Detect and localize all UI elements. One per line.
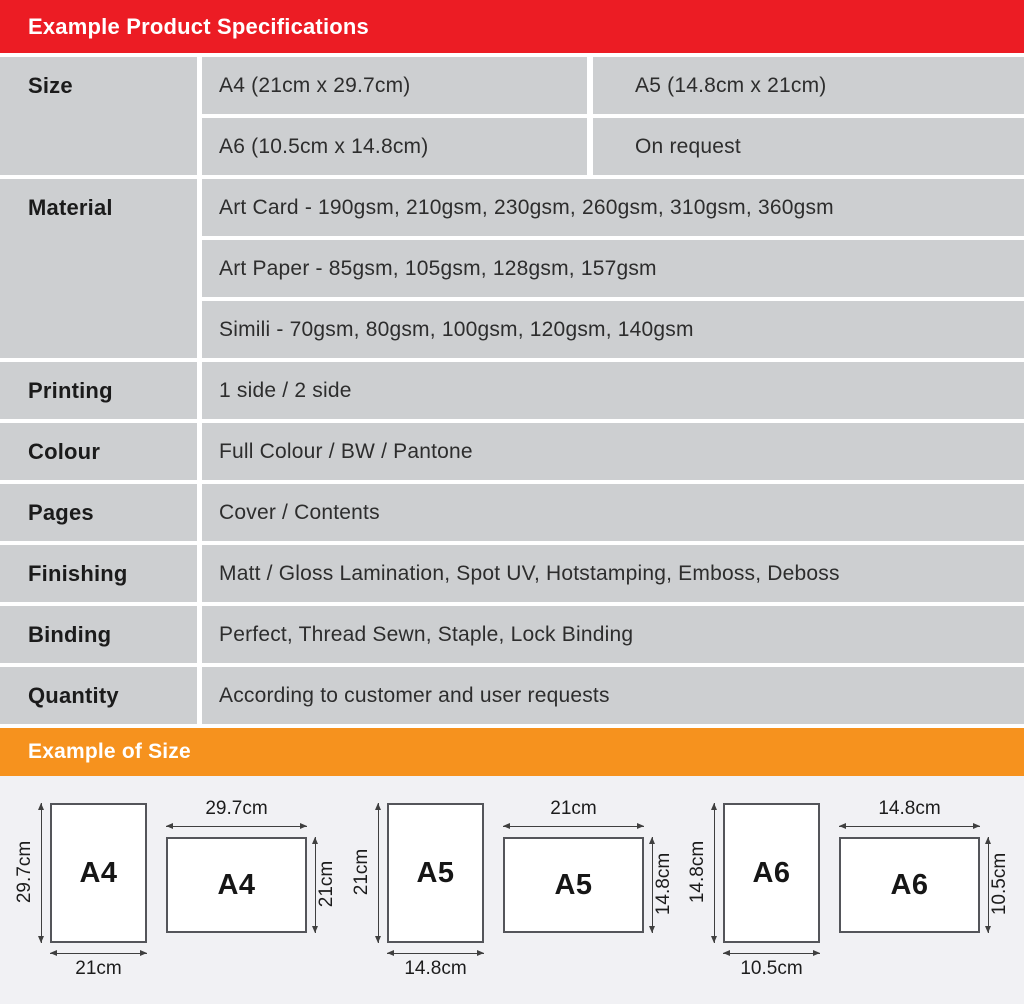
landscape-height-label: 14.8cm [653, 852, 674, 916]
height-arrow-icon [378, 803, 379, 943]
spec-label-cell [0, 484, 197, 541]
spec-value-cell: Perfect, Thread Sewn, Staple, Lock Binding [202, 606, 1024, 663]
landscape-width-label: 14.8cm [878, 798, 941, 819]
width-arrow-icon [387, 953, 484, 954]
spec-label-cell [0, 606, 197, 663]
size-group-a5 [350, 776, 680, 1004]
paper-landscape [839, 837, 980, 933]
paper-size-label: A6 [752, 856, 791, 889]
landscape-height-label: 10.5cm [989, 852, 1010, 916]
spec-value-cell: A6 (10.5cm x 14.8cm) [202, 118, 587, 175]
table-row [202, 57, 1024, 114]
table-row [202, 179, 1024, 236]
spec-label-cell [0, 179, 197, 358]
size-group-a4 [13, 776, 343, 1004]
paper-size-label: A4 [217, 868, 256, 901]
spec-value-cell: Full Colour / BW / Pantone [202, 423, 1024, 480]
table-row [202, 362, 1024, 419]
spec-value-cell: Matt / Gloss Lamination, Spot UV, Hotstamping, Emboss, Deboss [202, 545, 1024, 602]
paper-size-label: A4 [79, 856, 118, 889]
portrait-height-label: 14.8cm [687, 840, 708, 904]
paper-portrait [723, 803, 820, 943]
table-row [202, 606, 1024, 663]
width-arrow-icon [723, 953, 820, 954]
spec-label-cell [0, 362, 197, 419]
spec-value-cell: Art Card - 190gsm, 210gsm, 230gsm, 260gsm, 310gsm, 360gsm [202, 179, 1024, 236]
table-row [202, 423, 1024, 480]
spec-values [202, 545, 1024, 602]
width-arrow-icon [166, 826, 307, 827]
spec-row-material [0, 179, 1024, 358]
spec-values [202, 484, 1024, 541]
spec-value-cell: Cover / Contents [202, 484, 1024, 541]
spec-row-label: Material [28, 194, 113, 220]
spec-row-label: Finishing [28, 560, 128, 586]
paper-size-label: A6 [890, 868, 929, 901]
spec-value-cell: A4 (21cm x 29.7cm) [202, 57, 587, 114]
size-examples-section [0, 776, 1024, 1004]
landscape-height-label: 21cm [316, 860, 337, 908]
portrait-height-label: 29.7cm [14, 840, 35, 904]
width-arrow-icon [50, 953, 147, 954]
landscape-width-label: 21cm [550, 798, 597, 819]
portrait-width-label: 10.5cm [740, 958, 803, 979]
spec-row-finishing [0, 545, 1024, 602]
spec-label-cell [0, 57, 197, 175]
spec-value-cell: On request [593, 118, 1024, 175]
table-row [202, 667, 1024, 724]
table-row [202, 240, 1024, 297]
spec-table-title: Example Product Specifications [28, 13, 369, 39]
portrait-height-label: 21cm [351, 848, 372, 896]
spec-value-cell: Simili - 70gsm, 80gsm, 100gsm, 120gsm, 140gsm [202, 301, 1024, 358]
spec-label-cell [0, 545, 197, 602]
spec-table [0, 57, 1024, 724]
spec-row-size [0, 57, 1024, 175]
height-arrow-icon [714, 803, 715, 943]
table-row [202, 545, 1024, 602]
spec-row-pages [0, 484, 1024, 541]
portrait-width-label: 21cm [75, 958, 122, 979]
spec-value-cell: Art Paper - 85gsm, 105gsm, 128gsm, 157gsm [202, 240, 1024, 297]
spec-row-label: Pages [28, 499, 94, 525]
spec-row-quantity [0, 667, 1024, 724]
spec-row-label: Binding [28, 621, 112, 647]
paper-size-label: A5 [554, 868, 593, 901]
spec-value-cell: 1 side / 2 side [202, 362, 1024, 419]
spec-row-colour [0, 423, 1024, 480]
spec-row-label: Quantity [28, 682, 119, 708]
height-arrow-icon [41, 803, 42, 943]
spec-table-header [0, 0, 1024, 53]
size-examples-header [0, 728, 1024, 776]
spec-value-cell: According to customer and user requests [202, 667, 1024, 724]
width-arrow-icon [839, 826, 980, 827]
spec-values [202, 179, 1024, 358]
spec-label-cell [0, 667, 197, 724]
spec-values [202, 667, 1024, 724]
table-row [202, 118, 1024, 175]
spec-values [202, 606, 1024, 663]
paper-portrait [387, 803, 484, 943]
width-arrow-icon [503, 826, 644, 827]
spec-value-cell: A5 (14.8cm x 21cm) [593, 57, 1024, 114]
spec-values [202, 362, 1024, 419]
spec-values [202, 423, 1024, 480]
size-group-a6 [686, 776, 1016, 1004]
spec-values [202, 57, 1024, 175]
table-row [202, 301, 1024, 358]
paper-portrait [50, 803, 147, 943]
paper-landscape [503, 837, 644, 933]
size-examples-title: Example of Size [28, 740, 191, 763]
paper-landscape [166, 837, 307, 933]
spec-label-cell [0, 423, 197, 480]
table-row [202, 484, 1024, 541]
paper-size-label: A5 [416, 856, 455, 889]
landscape-width-label: 29.7cm [205, 798, 268, 819]
spec-row-label: Printing [28, 377, 113, 403]
spec-row-label: Size [28, 72, 73, 98]
spec-row-label: Colour [28, 438, 101, 464]
spec-row-binding [0, 606, 1024, 663]
portrait-width-label: 14.8cm [404, 958, 467, 979]
spec-row-printing [0, 362, 1024, 419]
